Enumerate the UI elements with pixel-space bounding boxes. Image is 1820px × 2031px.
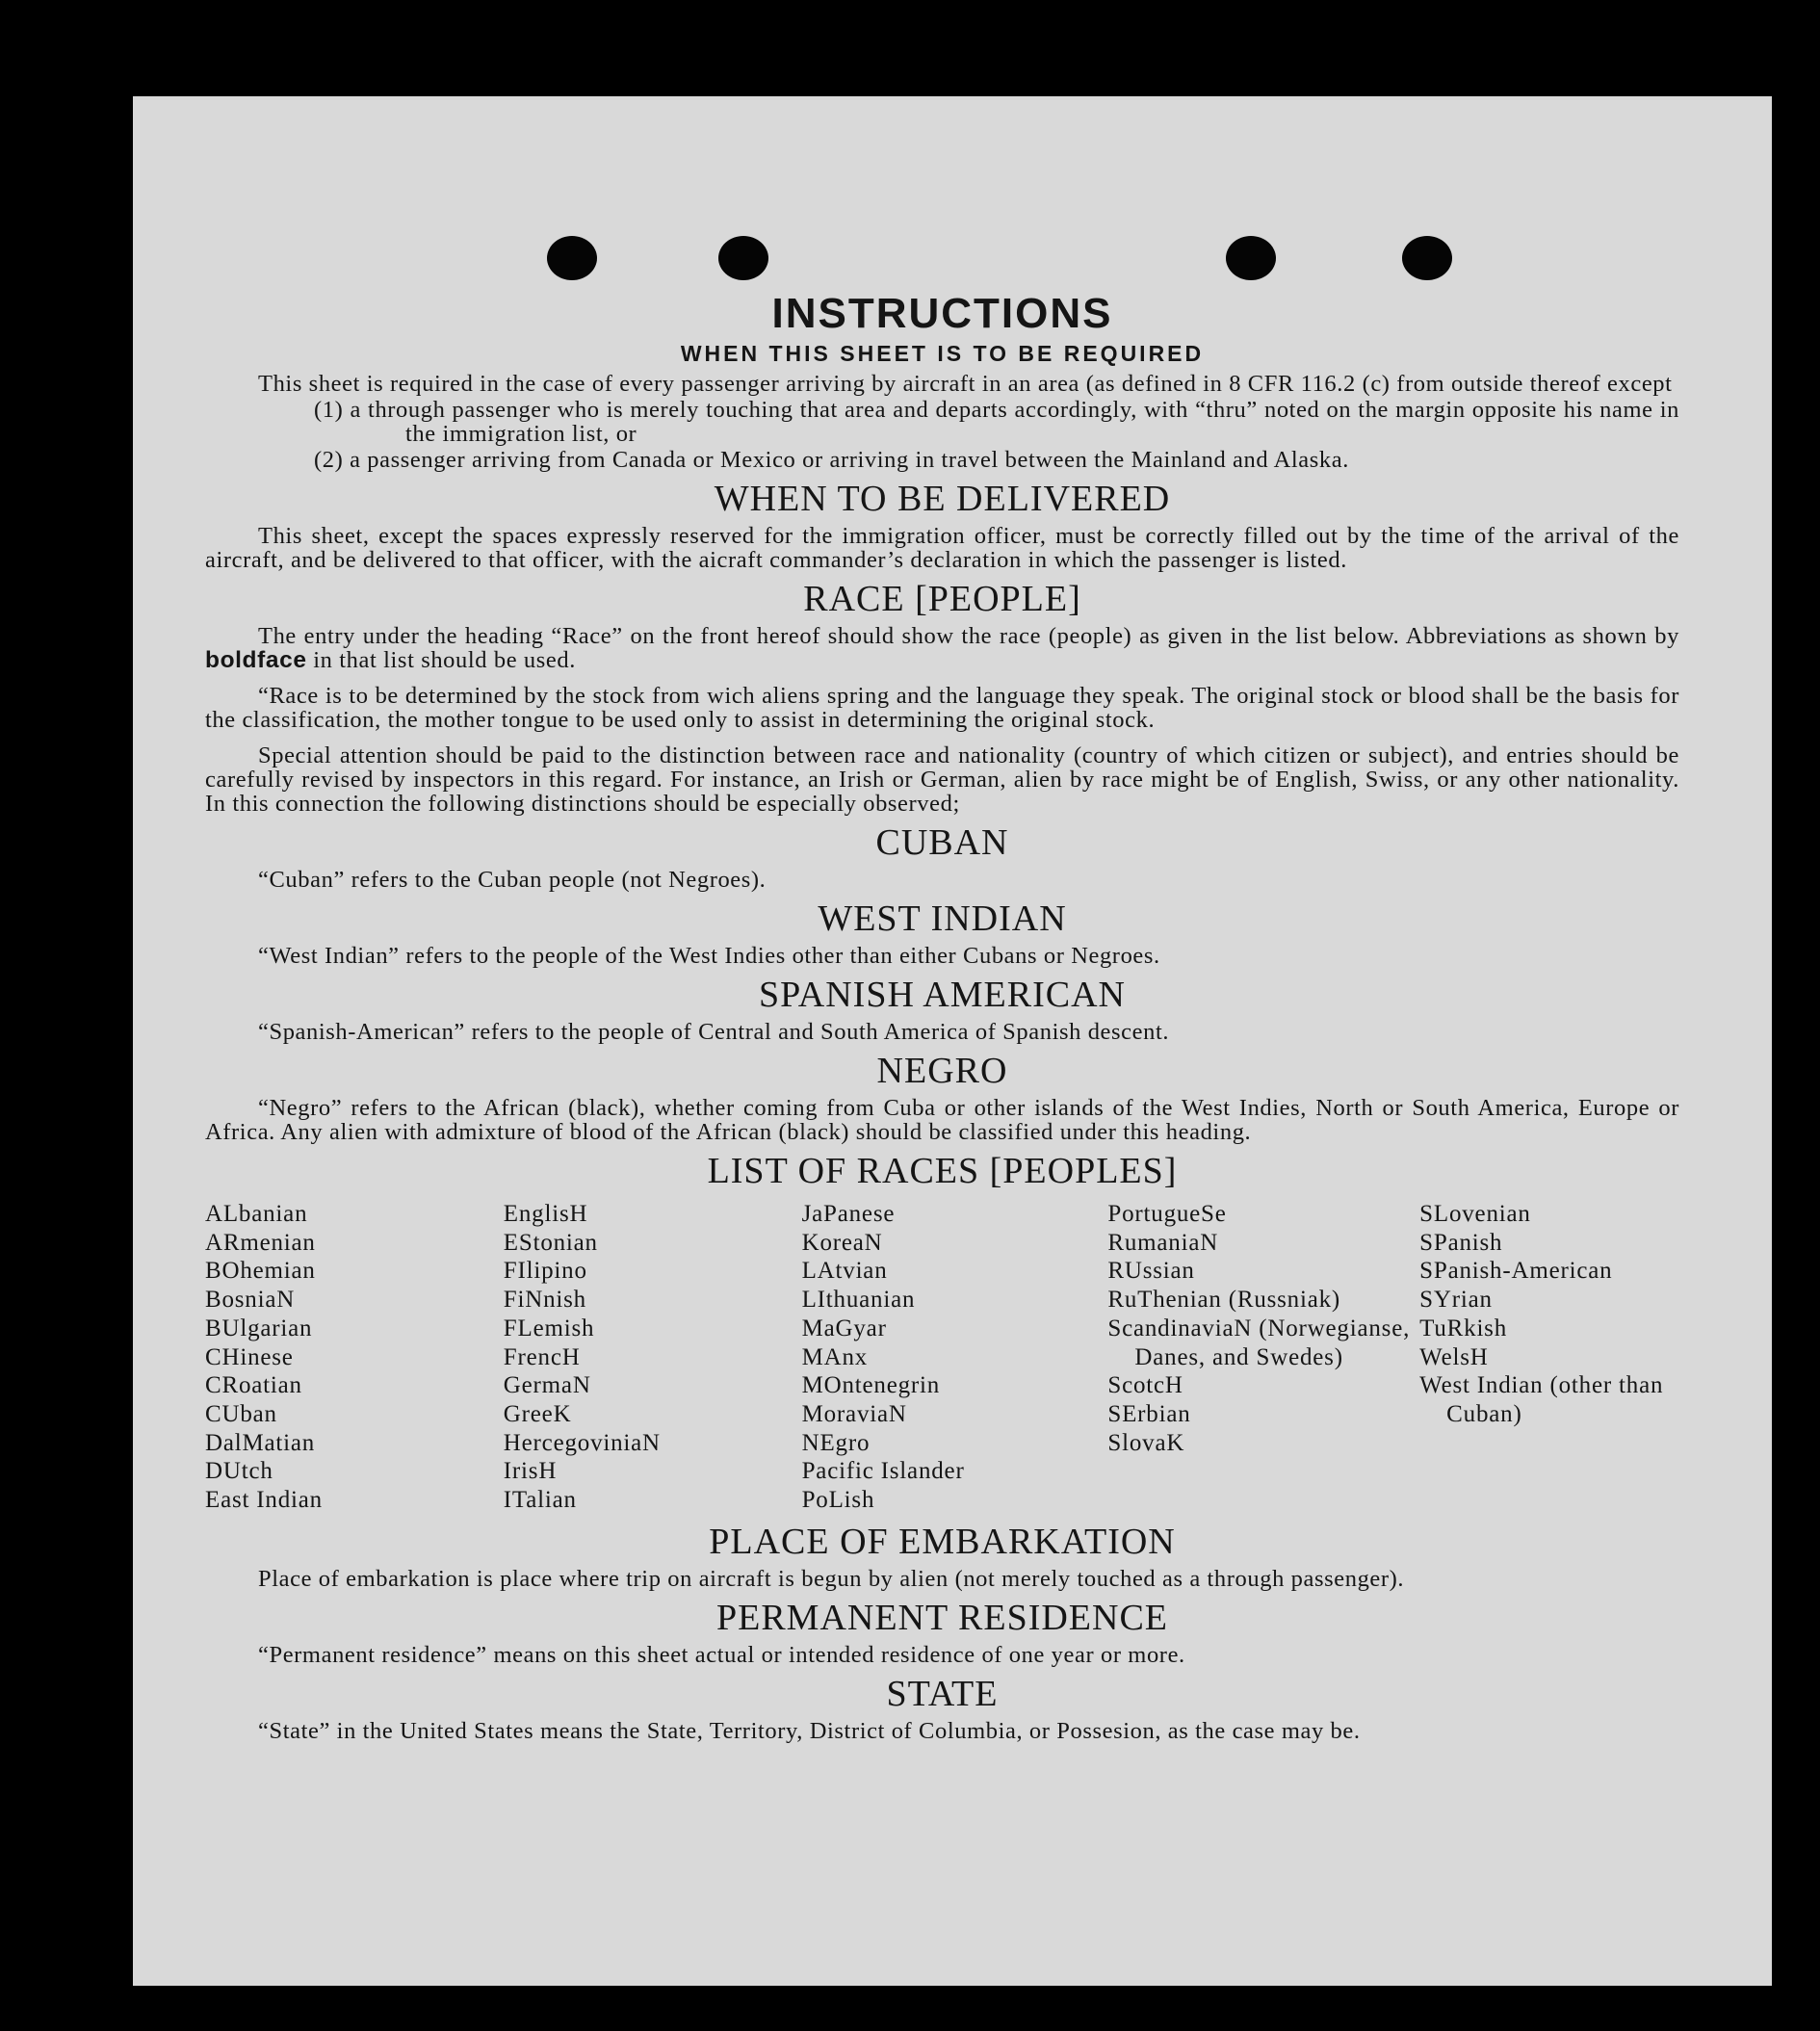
required-intro: This sheet is required in the case of every passenger arriving by aircraft in an area (as defined in 8 CFR 116.2 (c) from outside thereof except (258, 371, 1673, 397)
race-item: SYrian (1419, 1287, 1493, 1314)
race-item: SPanish-American (1419, 1258, 1613, 1285)
page-subtitle: WHEN THIS SHEET IS TO BE REQUIRED (680, 341, 1205, 366)
page-title: INSTRUCTIONS (771, 290, 1113, 337)
race-item: MoraviaN (801, 1400, 907, 1427)
section-heading-race: RACE [PEOPLE] (803, 579, 1081, 619)
section-heading-spanish-american: SPANISH AMERICAN (759, 975, 1126, 1015)
west-indian-text: “West Indian” refers to the people of the West Indies other than either Cubans or Negroes. (258, 943, 1160, 969)
race-item: West Indian (other than Cuban) (1419, 1372, 1664, 1427)
race-item: NEgro (801, 1429, 871, 1456)
race-item: SErbian (1107, 1400, 1191, 1427)
section-heading-delivered: WHEN TO BE DELIVERED (714, 479, 1171, 519)
race-paragraph-1 (205, 624, 1679, 672)
race-item: BOhemian (205, 1258, 316, 1285)
race-item: LAtvian (801, 1258, 888, 1285)
race-item: ITalian (503, 1487, 577, 1514)
required-exception-2: (2) a passenger arriving from Canada or Mexico or arriving in travel between the Mainland and Alaska. (314, 447, 1349, 473)
race-column (1419, 1200, 1679, 1515)
race-column (205, 1200, 504, 1515)
race-item: PoLish (801, 1487, 875, 1514)
race-item: GermaN (503, 1372, 591, 1399)
race-item: BUlgarian (205, 1315, 313, 1341)
document-content (205, 289, 1679, 1743)
race-item: BosniaN (205, 1287, 296, 1314)
race-item: CUban (205, 1400, 277, 1427)
negro-text: “Negro” refers to the African (black), whether coming from Cuba or other islands of the West Indies, North or South America, Europe or Africa. Any alien with admixture of blood of the African (black) should be classified under this heading. (205, 1095, 1679, 1145)
section-heading-list-of-races: LIST OF RACES [PEOPLES] (707, 1151, 1178, 1191)
boldface-word: boldface (205, 647, 307, 673)
race-item: DUtch (205, 1458, 273, 1485)
required-exception-1: (1) a through passenger who is merely touching that area and departs accordingly, with “thru” noted on the margin opposite his name in the immigration list, or (314, 397, 1679, 447)
race-paragraph-2: “Race is to be determined by the stock from wich aliens spring and the language they speak. The original stock or blood shall be the basis for the classification, the mother tongue to be used only to assist in determining the original stock. (205, 683, 1679, 733)
race-item: RUssian (1107, 1258, 1195, 1285)
race-column (802, 1200, 1108, 1515)
race-item: SPanish (1419, 1229, 1503, 1256)
race-item: ScotcH (1107, 1372, 1183, 1399)
race-item: WelsH (1419, 1343, 1489, 1370)
race-item: EnglisH (503, 1201, 588, 1227)
delivered-text: This sheet, except the spaces expressly reserved for the immigration officer, must be correctly filled out by the time of the arrival of the aircraft, and be delivered to that officer, with the aicraft commander’s declaration in which the passenger is listed. (205, 523, 1679, 573)
state-text: “State” in the United States means the State, Territory, District of Columbia, or Possesion, as the case may be. (258, 1717, 1361, 1744)
race-item: DalMatian (205, 1429, 316, 1456)
punch-hole (718, 236, 768, 280)
race-item: GreeK (503, 1400, 572, 1427)
race-item: CRoatian (205, 1372, 302, 1399)
race-item: FiNnish (503, 1287, 586, 1314)
race-item: IrisH (503, 1458, 558, 1485)
cuban-text: “Cuban” refers to the Cuban people (not Negroes). (258, 867, 767, 893)
race-p1-text-end: in that list should be used. (306, 647, 576, 673)
section-heading-state: STATE (886, 1673, 999, 1714)
punch-hole (1402, 236, 1452, 280)
race-paragraph-3: Special attention should be paid to the distinction between race and nationality (country of which citizen or subject), and entries should be carefully revised by inspectors in this regard. For instance, an Irish or German, alien by race might be of English, Swiss, or any other nationality. In this connection the following distinctions should be especially observed; (205, 742, 1679, 817)
spanish-american-text: “Spanish-American” refers to the people of Central and South America of Spanish descent. (258, 1019, 1170, 1045)
section-heading-residence: PERMANENT RESIDENCE (715, 1597, 1169, 1638)
race-column (1107, 1200, 1419, 1515)
race-item: Pacific Islander (801, 1458, 965, 1485)
race-item: CHinese (205, 1343, 294, 1370)
race-item: FrencH (503, 1343, 581, 1370)
race-item: HercegoviniaN (503, 1429, 661, 1456)
race-list (205, 1200, 1679, 1515)
punch-hole (547, 236, 597, 280)
race-item: RumaniaN (1107, 1229, 1219, 1256)
race-item: SlovaK (1107, 1429, 1185, 1456)
punch-hole (1226, 236, 1276, 280)
section-heading-negro: NEGRO (876, 1051, 1008, 1091)
race-item: ALbanian (205, 1201, 308, 1227)
race-item: KoreaN (801, 1229, 883, 1256)
race-item: SLovenian (1419, 1201, 1531, 1227)
race-item: JaPanese (801, 1201, 896, 1227)
race-item: PortugueSe (1107, 1201, 1227, 1227)
section-heading-west-indian: WEST INDIAN (818, 898, 1067, 939)
race-item: East Indian (205, 1487, 323, 1514)
race-item: MaGyar (801, 1315, 887, 1341)
race-item: LIthuanian (801, 1287, 916, 1314)
race-item: MAnx (801, 1343, 869, 1370)
section-heading-embarkation: PLACE OF EMBARKATION (709, 1521, 1176, 1562)
section-heading-cuban: CUBAN (875, 822, 1009, 863)
race-item: EStonian (503, 1229, 598, 1256)
race-item: FIlipino (503, 1258, 587, 1285)
race-p1-text: The entry under the heading “Race” on the front hereof should show the race (people) as given in the list below. Abbreviations as shown by (258, 623, 1679, 649)
residence-text: “Permanent residence” means on this sheet actual or intended residence of one year or more. (258, 1641, 1185, 1668)
race-column (504, 1200, 802, 1515)
race-item: RuThenian (Russniak) (1107, 1287, 1341, 1314)
race-item: MOntenegrin (801, 1372, 941, 1399)
document-page (133, 96, 1772, 1986)
race-item: ARmenian (205, 1229, 316, 1256)
embarkation-text: Place of embarkation is place where trip on aircraft is begun by alien (not merely touched as a through passenger). (258, 1565, 1405, 1592)
race-item: FLemish (503, 1315, 595, 1341)
race-item: TuRkish (1419, 1315, 1508, 1341)
race-item: ScandinaviaN (Norwegianse, Danes, and Swedes) (1107, 1315, 1411, 1370)
